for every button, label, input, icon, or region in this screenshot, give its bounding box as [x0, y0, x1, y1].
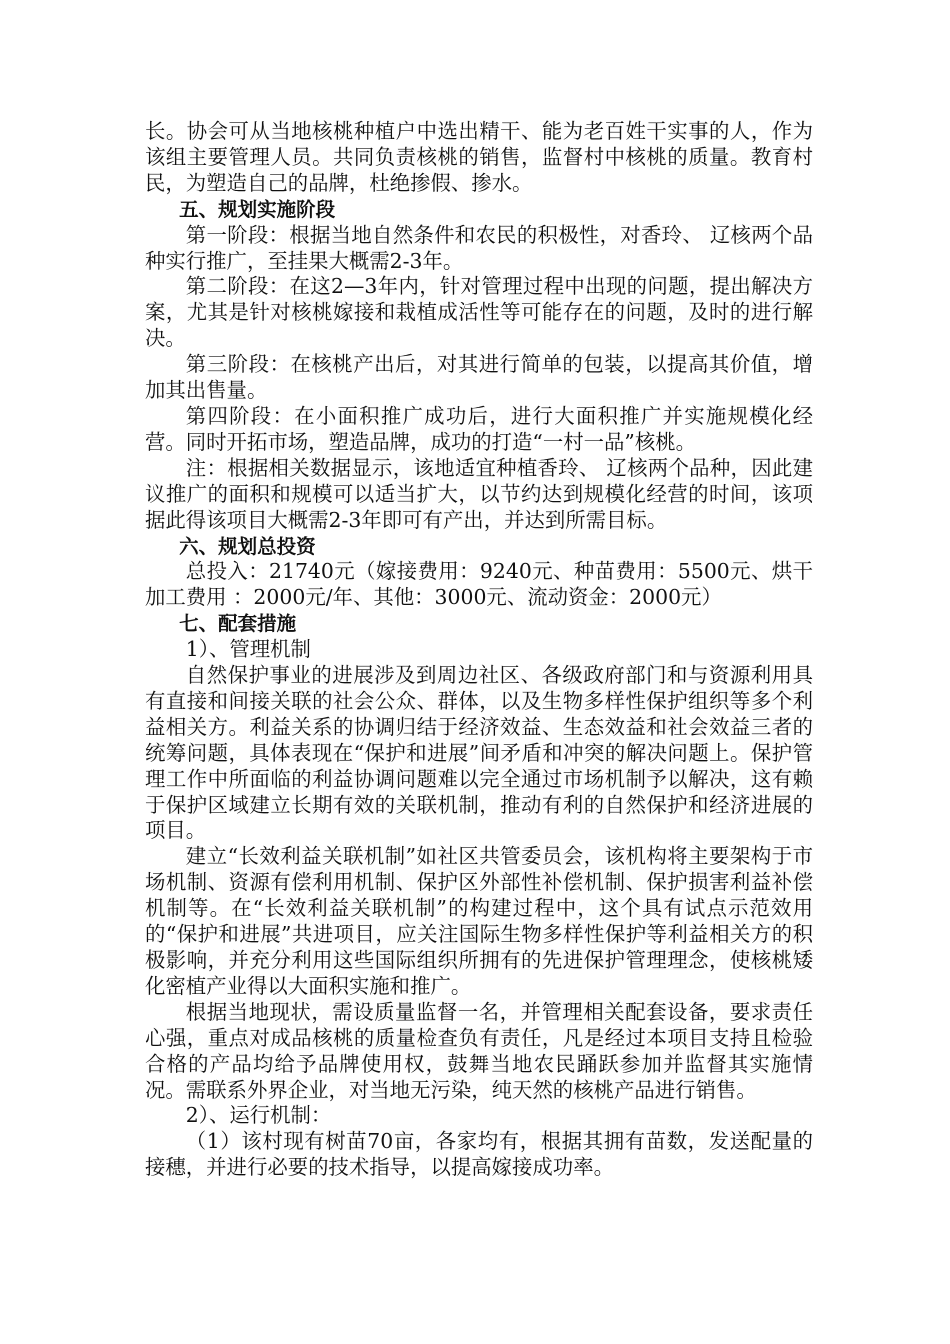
section-heading-5: 五、规划实施阶段 [179, 197, 336, 221]
document-page [145, 119, 813, 1181]
management-paragraph-1: 自然保护事业的进展涉及到周边社区、各级政府部门和与资源利用具有直接和间接关联的社会公众、群体，以及生物多样性保护组织等多个利益相关方。利益关系的协调归结于经济效益、生态效益和社会效益三者的统筹问题，具体表现在“保护和进展”间矛盾和冲突的解决问题上。保护管理工作中所面临的利益协调问题难以完全通过市场机制予以解决，这有赖于保护区域建立长期有效的关联机制，推动有利的自然保护和经济进展的项目。 [145, 663, 813, 843]
section-heading-6: 六、规划总投资 [179, 534, 316, 558]
stage-1-paragraph: 第一阶段：根据当地自然条件和农民的积极性，对香玲、 辽核两个品种实行推广，至挂果大概需2-3年。 [145, 222, 813, 273]
management-paragraph-3: 根据当地现状，需设质量监督一名，并管理相关配套设备，要求责任心强，重点对成品核桃的质量检查负有责任，凡是经过本项目支持且检验合格的产品均给予品牌使用权，鼓舞当地农民踊跃参加并监督其实施情况。需联系外界企业，对当地无污染，纯天然的核桃产品进行销售。 [145, 999, 813, 1102]
operation-paragraph-1: （1）该村现有树苗70亩，各家均有，根据其拥有苗数，发送配量的接穗，并进行必要的技术指导，以提高嫁接成功率。 [145, 1129, 813, 1180]
subheading-operation: 2）、运行机制： [185, 1103, 332, 1128]
stage-4-paragraph: 第四阶段：在小面积推广成功后，进行大面积推广并实施规模化经营。同时开拓市场，塑造品牌，成功的打造“一村一品”核桃。 [145, 403, 813, 454]
subheading-management: 1）、管理机制 [185, 637, 311, 662]
management-paragraph-2: 建立“长效利益关联机制”如社区共管委员会，该机构将主要架构于市场机制、资源有偿利用机制、保护区外部性补偿机制、保护损害利益补偿机制等。在“长效利益关联机制”的构建过程中，这个具有试点示范效用的“保护和进展”共进项目，应关注国际生物多样性保护等利益相关方的积极影响，并充分利用这些国际组织所拥有的先进保护管理理念，使核桃矮化密植产业得以大面积实施和推广。 [145, 844, 813, 998]
note-paragraph: 注：根据相关数据显示，该地适宜种植香玲、 辽核两个品种，因此建议推广的面积和规模可以适当扩大，以节约达到规模化经营的时间，该项据此得该项目大概需2-3年即可有产出，并达到所需目标。 [145, 455, 813, 532]
stage-2-paragraph: 第二阶段：在这2—3年内，针对管理过程中出现的问题，提出解决方案，尤其是针对核桃嫁接和栽植成活性等可能存在的问题，及时的进行解决。 [145, 274, 813, 351]
investment-paragraph: 总投入：21740元（嫁接费用：9240元、种苗费用：5500元、烘干加工费用 ：2000元/年、其他：3000元、流动资金：2000元） [145, 559, 813, 610]
intro-paragraph: 长。协会可从当地核桃种植户中选出精干、能为老百姓干实事的人，作为该组主要管理人员。共同负责核桃的销售，监督村中核桃的质量。教育村民，为塑造自己的品牌，杜绝掺假、掺水。 [145, 119, 813, 195]
stage-3-paragraph: 第三阶段：在核桃产出后，对其进行简单的包装，以提高其价值，增加其出售量。 [145, 352, 813, 403]
section-heading-7: 七、配套措施 [179, 612, 297, 636]
